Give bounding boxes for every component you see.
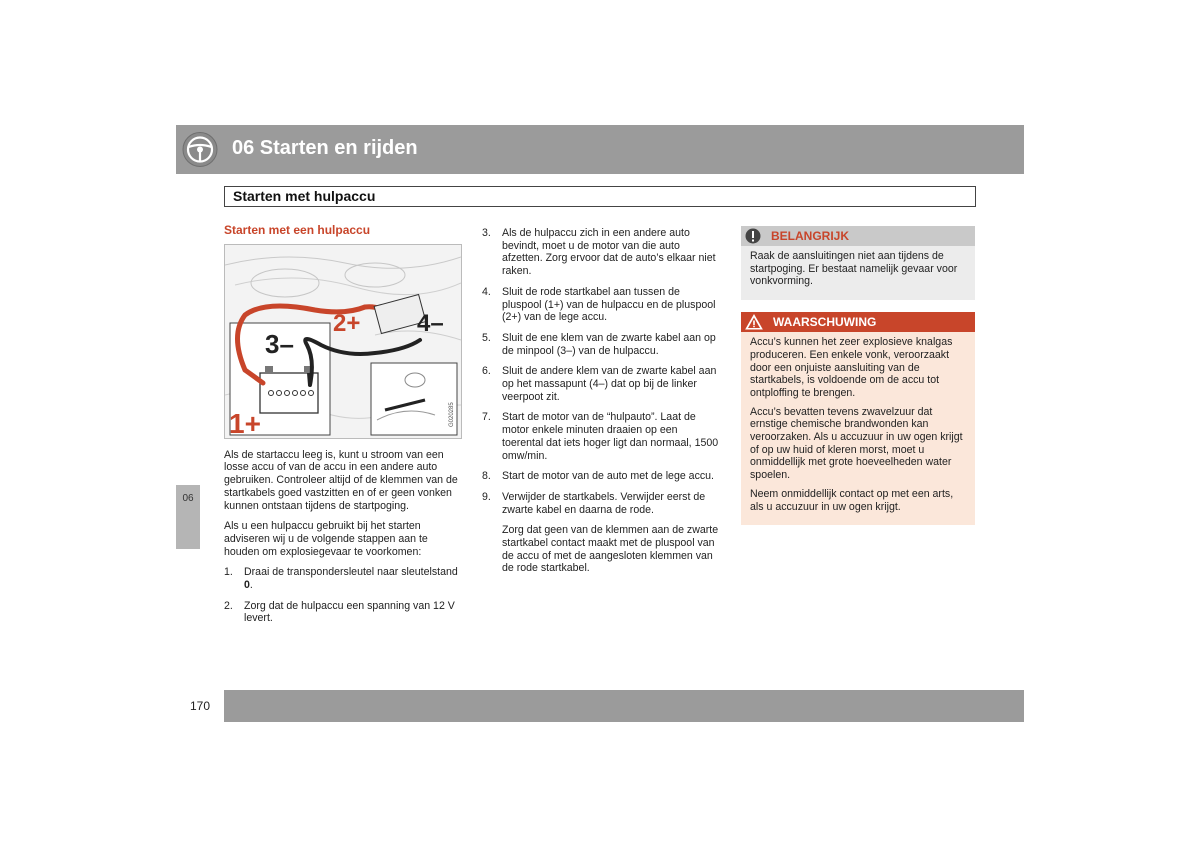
step-text: Start de motor van de “hulpauto”. Laat de motor enkele minuten draaien op een toerental dat iets hoger ligt dan normaal, 1500 omw/min. [502, 411, 719, 462]
paragraph-advice: Als u een hulpaccu gebruikt bij het starten adviseren wij u de volgende stappen aan te houden om explosiegevaar te voorkomen: [224, 520, 428, 558]
step-text: Draai de transpondersleutel naar sleutelstand 0. [244, 566, 458, 592]
step-text: Zorg dat de hulpaccu een spanning van 12 V levert. [244, 599, 455, 625]
step-number: 4. [482, 285, 491, 298]
section-title: Starten met hulpaccu [233, 188, 376, 204]
warning-paragraph: Accu’s kunnen het zeer explosieve knalgas produceren. Een enkele vonk, veroorzaakt door een onjuiste aansluiting van de startkabels, is voldoende om de accu tot ontploffing te brengen. [750, 336, 953, 399]
jump-start-illustration [224, 244, 462, 439]
list-item [482, 491, 720, 516]
warning-paragraph: Accu’s bevatten tevens zwavelzuur dat ernstige chemische brandwonden kan veroorzaken. Als u accuzuur in uw ogen krijgt of op uw huid of kleren morst, moet u onmiddellijk met grote hoeveelheden water spoelen. [750, 405, 963, 482]
step-number: 1. [224, 566, 233, 579]
step-number: 8. [482, 470, 491, 483]
steering-wheel-icon [176, 125, 224, 174]
step-number: 3. [482, 227, 491, 239]
label-2-plus: 2+ [333, 309, 361, 337]
important-title: BELANGRIJK [771, 228, 850, 243]
warning-header [741, 312, 975, 332]
page-number: 170 [189, 699, 211, 713]
label-4-minus: 4– [417, 309, 444, 337]
chapter-header [176, 125, 1024, 174]
list-item [224, 600, 460, 625]
list-item [482, 365, 720, 403]
list-item [482, 286, 720, 324]
chapter-side-tab [176, 485, 200, 549]
list-item [482, 411, 720, 462]
section-title-bar [224, 186, 976, 207]
important-body [741, 246, 975, 300]
paragraph-intro: Als de startaccu leeg is, kunt u stroom van een losse accu of van de accu in een andere auto gebruiken. Controleer altijd of de klemmen van de startkabels goed vastzitten en of er geen vonken kunnen ontstaan tijdens de startpoging. [224, 448, 458, 512]
subheading: Starten met een hulpaccu [224, 223, 371, 237]
step-text: Als de hulpaccu zich in een andere auto bevindt, moet u de motor van die auto afzetten. Zorg ervoor dat de auto’s elkaar niet raken. [502, 227, 716, 278]
column-left [224, 224, 460, 633]
step-text: Sluit de andere klem van de zwarte kabel aan op het massapunt (4–) dat op bij de linker veerpoot zit. [502, 365, 717, 403]
warning-title: WAARSCHUWING [773, 314, 877, 329]
key-position: 0 [244, 579, 250, 592]
jump-start-diagram [225, 245, 461, 438]
warning-body [741, 332, 975, 525]
step-text: Sluit de rode startkabel aan tussen de pluspool (1+) van de hulpaccu en de pluspool (2+) van de lege accu. [502, 285, 716, 324]
warning-triangle-icon [745, 314, 763, 330]
step-number: 5. [482, 331, 491, 344]
column-right [741, 226, 975, 537]
list-item [482, 470, 720, 483]
column-middle [482, 227, 720, 583]
paragraph-note: Zorg dat geen van de klemmen aan de zwarte startkabel contact maakt met de pluspool van de accu of met de aangesloten klemmen van de rode startkabel. [502, 524, 719, 575]
list-item [482, 332, 720, 357]
step-number: 6. [482, 365, 491, 378]
step-number: 9. [482, 490, 491, 503]
chapter-title: 06 Starten en rijden [232, 137, 418, 159]
step-text: Sluit de ene klem van de zwarte kabel aan op de minpool (3–) van de hulpaccu. [502, 331, 716, 357]
step-text: Start de motor van de auto met de lege accu. [502, 470, 714, 483]
step-text: Verwijder de startkabels. Verwijder eerst de zwarte kabel en daarna de rode. [502, 490, 706, 516]
important-box [741, 226, 975, 300]
label-3-minus: 3– [265, 328, 294, 359]
footer-bar [224, 690, 1024, 722]
warning-paragraph: Neem onmiddellijk contact op met een arts, als u accuzuur in uw ogen krijgt. [750, 487, 954, 513]
label-1-plus: 1+ [229, 407, 261, 438]
side-tab-label: 06 [182, 493, 194, 504]
chapter-icon-box [176, 125, 224, 174]
step-number: 2. [224, 599, 233, 612]
figure-code: G020285 [449, 402, 455, 427]
list-item [224, 566, 460, 591]
important-text: Raak de aansluitingen niet aan tijdens de startpoging. Er bestaat namelijk gevaar voor vonkvorming. [750, 250, 958, 288]
list-item [482, 227, 720, 278]
step-number: 7. [482, 411, 491, 424]
warning-box [741, 312, 975, 525]
important-header [741, 226, 975, 246]
important-icon [745, 228, 761, 244]
